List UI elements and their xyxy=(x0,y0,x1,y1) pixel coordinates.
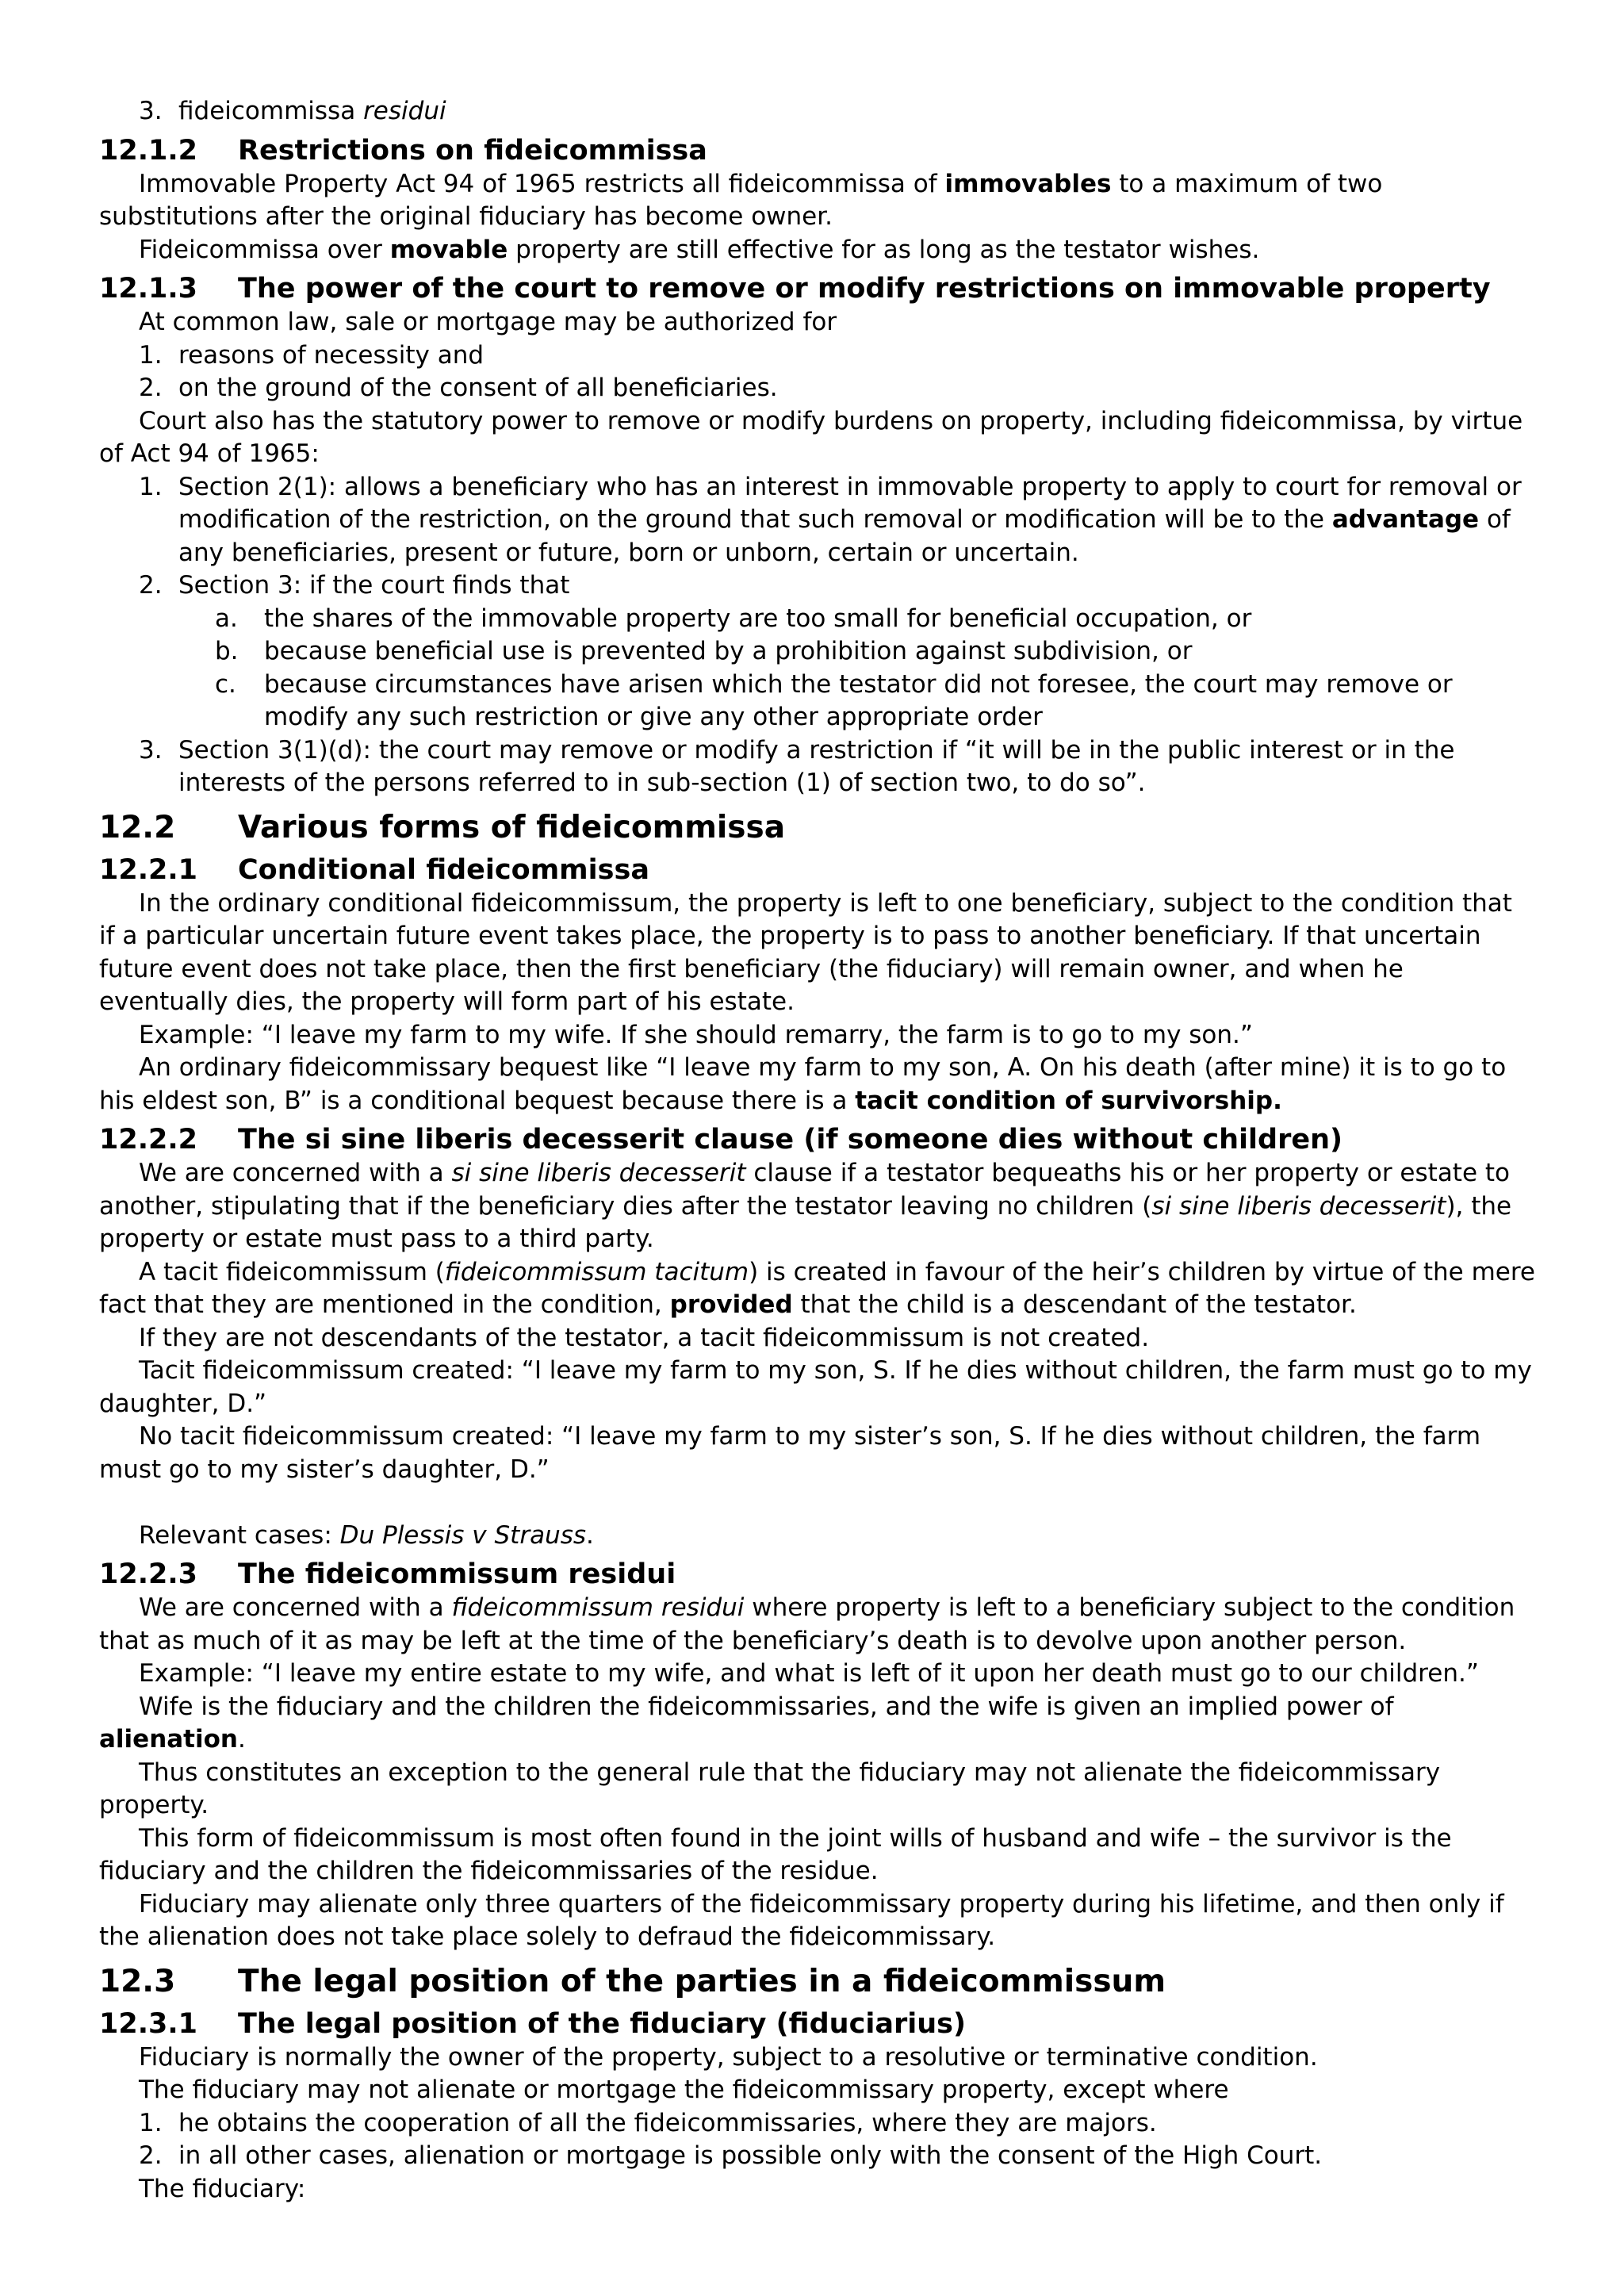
section-title: Various forms of fideicommissa xyxy=(238,809,786,845)
section-heading-12-1-3 xyxy=(99,271,1535,306)
section-title: The legal position of the fiduciary (fiduciarius) xyxy=(238,2007,966,2040)
paragraph: Fiduciary may alienate only three quarters of the fideicommissary property during his lifetime, and then only if the alienation does not take place solely to defraud the fideicommissary. xyxy=(99,1889,1504,1951)
list-marker: 1. xyxy=(139,2108,163,2137)
list-text: fideicommissa xyxy=(178,97,364,125)
section-heading-12-2-2 xyxy=(99,1122,1535,1157)
bold-term: alienation xyxy=(99,1725,238,1754)
list-marker: 1. xyxy=(139,340,163,370)
list-item xyxy=(99,95,1535,128)
italic-term: fideicommissum residui xyxy=(451,1593,745,1622)
paragraph: Immovable Property Act 94 of 1965 restricts all fideicommissa of immovables to a maximum of two substitutions after the original fiduciary has become owner. xyxy=(99,169,1383,231)
list-item: 1. Section 2(1): allows a beneficiary who has an interest in immovable property to apply to court for removal or modification of the restriction, on the ground that such removal or modification will be to the advantage of any beneficiaries, present or future, born or unborn, certain or uncertain. xyxy=(99,471,1535,570)
section-number: 12.3 xyxy=(99,1963,176,1999)
section-heading-12-2 xyxy=(99,808,1535,848)
bold-term: provided xyxy=(669,1290,793,1319)
paragraph: This form of fideicommissum is most often found in the joint wills of husband and wife – the survivor is the fiduciary and the children the fideicommissaries of the residue. xyxy=(99,1823,1452,1885)
list-marker: 2. xyxy=(139,374,163,402)
bold-term: immovables xyxy=(944,169,1112,198)
bold-term: movable xyxy=(389,235,508,264)
list-marker: 3. xyxy=(139,97,163,125)
paragraph: We are concerned with a fideicommissum residui where property is left to a beneficiary subject to the condition that as much of it as may be left at the time of the beneficiary’s death is to devolve upon another person. xyxy=(99,1593,1515,1655)
section-title: The power of the court to remove or modify restrictions on immovable property xyxy=(238,273,1491,305)
paragraph: We are concerned with a si sine liberis decesserit clause if a testator bequeaths his or her property or estate to another, stipulating that if the beneficiary dies after the testator leaving no children (si sine liberis decesserit), the property or estate must pass to a third party. xyxy=(99,1159,1512,1253)
section-heading-12-2-1 xyxy=(99,853,1535,887)
sub-list-item: c. because circumstances have arisen which the testator did not foresee, the court may remove or modify any such restriction or give any other appropriate order xyxy=(99,669,1535,734)
sub-list-item: a. the shares of the immovable property are too small for beneficial occupation, or xyxy=(99,603,1535,636)
list-item: 2. in all other cases, alienation or mortgage is possible only with the consent of the High Court. xyxy=(99,2140,1535,2173)
section-heading-12-3-1 xyxy=(99,2007,1535,2041)
list-marker: 1. xyxy=(139,472,163,501)
bold-term: advantage xyxy=(1331,505,1480,534)
section-number: 12.3.1 xyxy=(99,2007,198,2040)
section-title: The fideicommissum residui xyxy=(238,1558,676,1590)
section-title: The legal position of the parties in a fideicommissum xyxy=(238,1963,1166,1999)
paragraph: The fiduciary: xyxy=(139,2174,306,2203)
italic-term: si sine liberis decesserit xyxy=(451,1159,746,1187)
paragraph: In the ordinary conditional fideicommissum, the property is left to one beneficiary, subject to the condition that if a particular uncertain future event takes place, the property is to pass to another beneficiary. If that uncertain future event does not take place, then the first beneficiary (the fiduciary) will remain owner, and when he eventually dies, the property will form part of his estate. xyxy=(99,888,1512,1016)
list-item: 3. Section 3(1)(d): the court may remove or modify a restriction if “it will be in the public interest or in the interests of the persons referred to in sub-section (1) of section two, to do so”. xyxy=(99,734,1535,800)
section-number: 12.2.1 xyxy=(99,853,198,886)
italic-term: si sine liberis decesserit xyxy=(1151,1191,1446,1221)
section-number: 12.1.2 xyxy=(99,134,198,167)
section-heading-12-3 xyxy=(99,1962,1535,2002)
paragraph: Fiduciary is normally the owner of the property, subject to a resolutive or terminative condition. xyxy=(139,2042,1318,2072)
section-number: 12.2.2 xyxy=(99,1124,198,1156)
list-marker: 2. xyxy=(139,571,163,600)
paragraph: An ordinary fideicommissary bequest like “I leave my farm to my son, A. On his death (after mine) it is to go to his eldest son, B” is a conditional bequest because there is a tacit condition of survivorship. xyxy=(99,1053,1507,1115)
section-title: The si sine liberis decesserit clause (if someone dies without children) xyxy=(238,1124,1343,1156)
paragraph: Wife is the fiduciary and the children the fideicommissaries, and the wife is given an implied power of alienation. xyxy=(99,1692,1394,1754)
list-marker: a. xyxy=(215,604,238,633)
paragraph: No tacit fideicommissum created: “I leave my farm to my sister’s son, S. If he dies without children, the farm must go to my sister’s daughter, D.” xyxy=(99,1422,1481,1484)
paragraph: Tacit fideicommissum created: “I leave my farm to my son, S. If he dies without children, the farm must go to my daughter, D.” xyxy=(99,1356,1532,1418)
section-heading-12-2-3 xyxy=(99,1557,1535,1592)
paragraph: Example: “I leave my farm to my wife. If she should remarry, the farm is to go to my son.” xyxy=(139,1020,1253,1049)
paragraph: Thus constitutes an exception to the general rule that the fiduciary may not alienate the fideicommissary property. xyxy=(99,1757,1441,1819)
paragraph: Court also has the statutory power to remove or modify burdens on property, including fideicommissa, by virtue of Act 94 of 1965: xyxy=(99,406,1523,468)
italic-term: residui xyxy=(363,97,446,125)
paragraph: The fiduciary may not alienate or mortgage the fideicommissary property, except where xyxy=(139,2076,1229,2104)
paragraph: Fideicommissa over movable property are still effective for as long as the testator wishes. xyxy=(139,235,1260,264)
paragraph: At common law, sale or mortgage may be authorized for xyxy=(139,308,837,336)
list-item: 1. he obtains the cooperation of all the fideicommissaries, where they are majors. xyxy=(99,2107,1535,2141)
list-marker: c. xyxy=(215,669,236,699)
section-number: 12.1.3 xyxy=(99,273,198,305)
bold-term: tacit condition of survivorship. xyxy=(855,1086,1282,1115)
list-marker: 3. xyxy=(139,735,163,765)
section-title: Conditional fideicommissa xyxy=(238,853,649,886)
case-name: Du Plessis v Strauss xyxy=(339,1520,587,1550)
paragraph: If they are not descendants of the testator, a tacit fideicommissum is not created. xyxy=(139,1323,1150,1352)
section-number: 12.2.3 xyxy=(99,1558,198,1590)
section-heading-12-1-2 xyxy=(99,133,1535,168)
paragraph: A tacit fideicommissum (fideicommissum tacitum) is created in favour of the heir’s children by virtue of the mere fact that they are mentioned in the condition, provided that the child is a descendant of the testator. xyxy=(99,1257,1536,1319)
section-number: 12.2 xyxy=(99,809,176,845)
list-marker: b. xyxy=(215,637,239,665)
sub-list-item: b. because beneficial use is prevented by a prohibition against subdivision, or xyxy=(99,635,1535,669)
list-item: 2. Section 3: if the court finds that xyxy=(99,569,1535,603)
list-item: 1. reasons of necessity and xyxy=(99,339,1535,373)
paragraph: Example: “I leave my entire estate to my wife, and what is left of it upon her death must go to our children.” xyxy=(139,1659,1479,1688)
list-marker: 2. xyxy=(139,2141,163,2170)
list-item: 2. on the ground of the consent of all beneficiaries. xyxy=(99,372,1535,405)
italic-term: fideicommissum tacitum xyxy=(444,1257,749,1286)
blank-line xyxy=(99,1486,1535,1520)
paragraph: Relevant cases: Du Plessis v Strauss. xyxy=(139,1520,594,1550)
section-title: Restrictions on fideicommissa xyxy=(238,134,707,167)
